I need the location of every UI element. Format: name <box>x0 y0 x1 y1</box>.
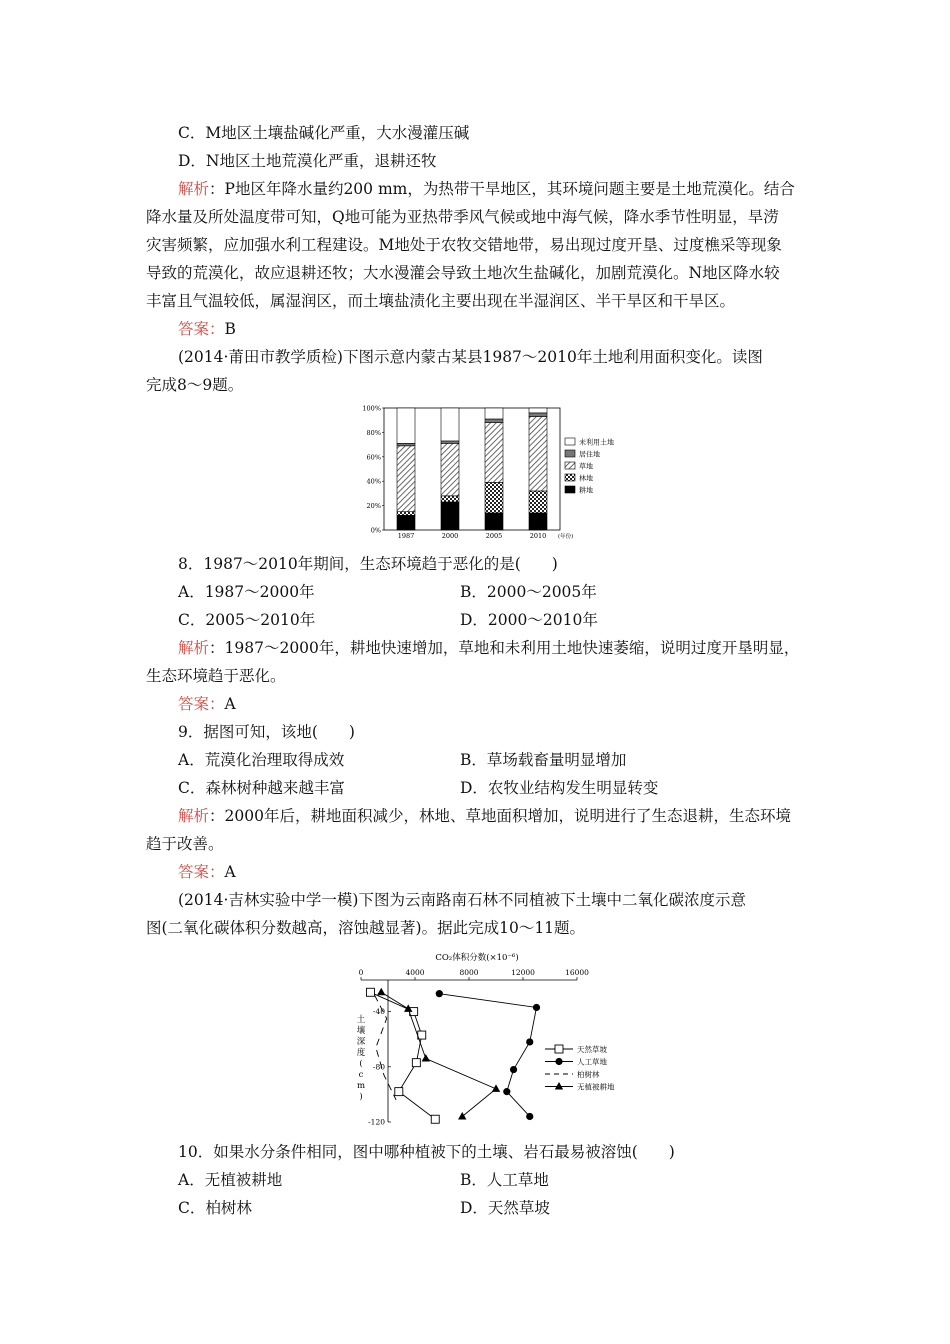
q10-option-b: B．人工草地 <box>460 1171 549 1189</box>
q8-analysis-line: 生态环境趋于恶化。 <box>146 667 286 685</box>
analysis-label: 解析 <box>178 180 210 198</box>
q9-analysis-line: 趋于改善。 <box>146 835 224 853</box>
marker-circle <box>526 1038 533 1045</box>
option-c: C．M地区土壤盐碱化严重，大水漫灌压碱 <box>178 124 470 142</box>
q10-option-d: D．天然草坡 <box>460 1199 550 1217</box>
q9-answer: 答案：A <box>178 863 236 881</box>
y-label-char: c <box>358 1070 364 1080</box>
intro-text: 图(二氧化碳体积分数越高，溶蚀越显著)。据此完成10～11题。 <box>146 919 586 937</box>
bar-segment <box>529 417 547 491</box>
legend-label: 耕地 <box>579 486 593 495</box>
bar-segment <box>529 408 547 413</box>
legend-label: 无植被耕地 <box>577 1082 615 1092</box>
legend-swatch <box>565 438 575 445</box>
marker-triangle <box>555 1082 563 1090</box>
option-d: D．N地区土地荒漠化严重，退耕还牧 <box>178 152 437 170</box>
marker-square <box>412 1059 420 1067</box>
y-tick-label: -40 <box>372 1007 385 1017</box>
x-unit-label: (年份) <box>558 534 574 540</box>
y-tick-label: 80% <box>366 428 381 437</box>
x-tick-label: 16000 <box>565 968 589 977</box>
bar-segment <box>485 408 503 419</box>
bar-segment <box>485 482 503 513</box>
q9-analysis: 解析：2000年后，耕地面积减少，林地、草地面积增加，说明进行了生态退耕，生态环境 <box>178 807 791 825</box>
legend-label: 柏树林 <box>577 1070 600 1079</box>
marker-square <box>555 1045 563 1053</box>
x-tick-label: 0 <box>358 968 364 977</box>
y-label-char: 壤 <box>356 1026 366 1036</box>
bar-segment <box>397 443 415 445</box>
intro-text: (2014·吉林实验中学一模)下图为云南路南石林不同植被下土壤中二氧化碳浓度示意 <box>178 891 746 909</box>
marker-circle <box>555 1058 562 1065</box>
y-label-char: ) <box>359 1092 363 1102</box>
legend-label: 居住地 <box>579 450 600 459</box>
analysis-paragraph: 解析：P地区年降水量约200 mm，为热带干旱地区，其环境问题主要是土地荒漠化。结合 <box>178 180 795 198</box>
q8-answer: 答案：A <box>178 695 236 713</box>
marker-square <box>431 1115 439 1123</box>
bar-segment <box>485 513 503 530</box>
marker-circle <box>533 1004 540 1011</box>
bar-segment <box>397 512 415 516</box>
y-tick-label: 60% <box>366 453 381 462</box>
legend-label: 林地 <box>579 474 593 483</box>
question-10-stem: 10．如果水分条件相同，图中哪种植被下的土壤、岩石最易被溶蚀( ) <box>178 1143 675 1161</box>
series-line <box>439 994 536 1117</box>
y-label-char: 深 <box>356 1037 366 1047</box>
analysis-line: 降水量及所处温度带可知，Q地可能为亚热带季风气候或地中海气候，降水季节性明显，旱涝 <box>146 208 779 226</box>
q8-option-c: C．2005～2010年 <box>178 611 316 629</box>
legend-label: 未利用土地 <box>579 438 614 447</box>
q10-option-a: A．无植被耕地 <box>178 1171 283 1189</box>
x-tick-label: 12000 <box>511 968 535 977</box>
answer-label: 答案： <box>178 320 225 338</box>
q8-option-b: B．2000～2005年 <box>460 583 597 601</box>
bar-segment <box>441 496 459 502</box>
legend-swatch <box>565 462 575 469</box>
bar-segment <box>397 515 415 530</box>
bar-segment <box>441 502 459 530</box>
y-label-char: m <box>356 1081 366 1091</box>
marker-circle <box>526 1113 533 1120</box>
bar-segment <box>529 491 547 513</box>
legend-swatch <box>565 486 575 493</box>
marker-square <box>366 988 374 996</box>
bar-segment <box>529 413 547 417</box>
marker-triangle <box>422 1054 430 1062</box>
analysis-line: 丰富且气温较低，属湿润区，而土壤盐渍化主要出现在半湿润区、半干旱区和干旱区。 <box>146 292 736 310</box>
q8-option-d: D．2000～2010年 <box>460 611 598 629</box>
bar-segment <box>441 441 459 443</box>
x-tick-label: 2005 <box>485 532 503 540</box>
y-label-char: 度 <box>356 1048 366 1058</box>
q8-analysis: 解析：1987～2000年，耕地快速增加，草地和未利用土地快速萎缩，说明过度开垦明显， <box>178 639 800 657</box>
series-line <box>381 992 496 1116</box>
question-9-stem: 9．据图可知，该地( ) <box>178 723 355 741</box>
analysis-line: 导致的荒漠化，故应退耕还牧；大水漫灌会导致土地次生盐碱化，加剧荒漠化。N地区降水较 <box>146 264 780 282</box>
y-tick-label: -80 <box>372 1062 385 1072</box>
legend-label: 天然草坡 <box>577 1045 607 1054</box>
bar-segment <box>485 419 503 423</box>
legend-label: 人工草地 <box>577 1057 607 1067</box>
y-tick-label: 100% <box>362 404 381 413</box>
marker-circle <box>510 1066 517 1073</box>
chart-title: CO₂体积分数(×10⁻⁶) <box>435 953 519 963</box>
marker-triangle <box>492 1084 500 1092</box>
marker-circle <box>436 990 443 997</box>
y-tick-label: 0% <box>370 526 381 535</box>
q9-option-c: C．森林树种越来越丰富 <box>178 779 345 797</box>
analysis-line: 灾害频繁，应加强水利工程建设。M地处于农牧交错地带，易出现过度开垦、过度樵采等现象 <box>146 236 782 254</box>
y-tick-label: -120 <box>368 1117 385 1127</box>
answer: 答案：B <box>178 320 236 338</box>
marker-triangle <box>377 988 385 996</box>
bar-segment <box>529 513 547 530</box>
y-tick-label: 40% <box>366 477 381 486</box>
intro-text: (2014·莆田市教学质检)下图示意内蒙古某县1987～2010年土地利用面积变化。读图 <box>178 348 763 366</box>
x-tick-label: 8000 <box>459 968 479 977</box>
co2-depth-chart <box>345 950 645 1132</box>
q9-option-a: A．荒漠化治理取得成效 <box>178 751 345 769</box>
q10-option-c: C．柏树林 <box>178 1199 252 1217</box>
q9-option-d: D．农牧业结构发生明显转变 <box>460 779 659 797</box>
marker-square <box>395 1088 403 1096</box>
x-tick-label: 2010 <box>529 532 547 540</box>
bar-segment <box>397 446 415 512</box>
x-tick-label: 1987 <box>397 532 415 540</box>
y-tick-label: 20% <box>366 502 381 511</box>
marker-circle <box>503 1088 510 1095</box>
y-label-char: ( <box>359 1059 363 1069</box>
x-tick-label: 4000 <box>405 968 425 977</box>
legend-swatch <box>565 450 575 457</box>
bar-segment <box>441 408 459 441</box>
marker-triangle <box>458 1112 466 1120</box>
question-8-stem: 8．1987～2010年期间，生态环境趋于恶化的是( ) <box>178 555 558 573</box>
q8-option-a: A．1987～2000年 <box>178 583 315 601</box>
legend-label: 草地 <box>579 462 593 471</box>
legend-swatch <box>565 474 575 481</box>
bar-segment <box>441 443 459 495</box>
y-label-char: 土 <box>356 1015 366 1025</box>
bar-segment <box>397 408 415 443</box>
x-tick-label: 2000 <box>441 532 459 540</box>
q9-option-b: B．草场载畜量明显增加 <box>460 751 627 769</box>
intro-text: 完成8～9题。 <box>146 376 244 394</box>
bar-segment <box>485 423 503 483</box>
land-use-chart <box>360 400 640 548</box>
